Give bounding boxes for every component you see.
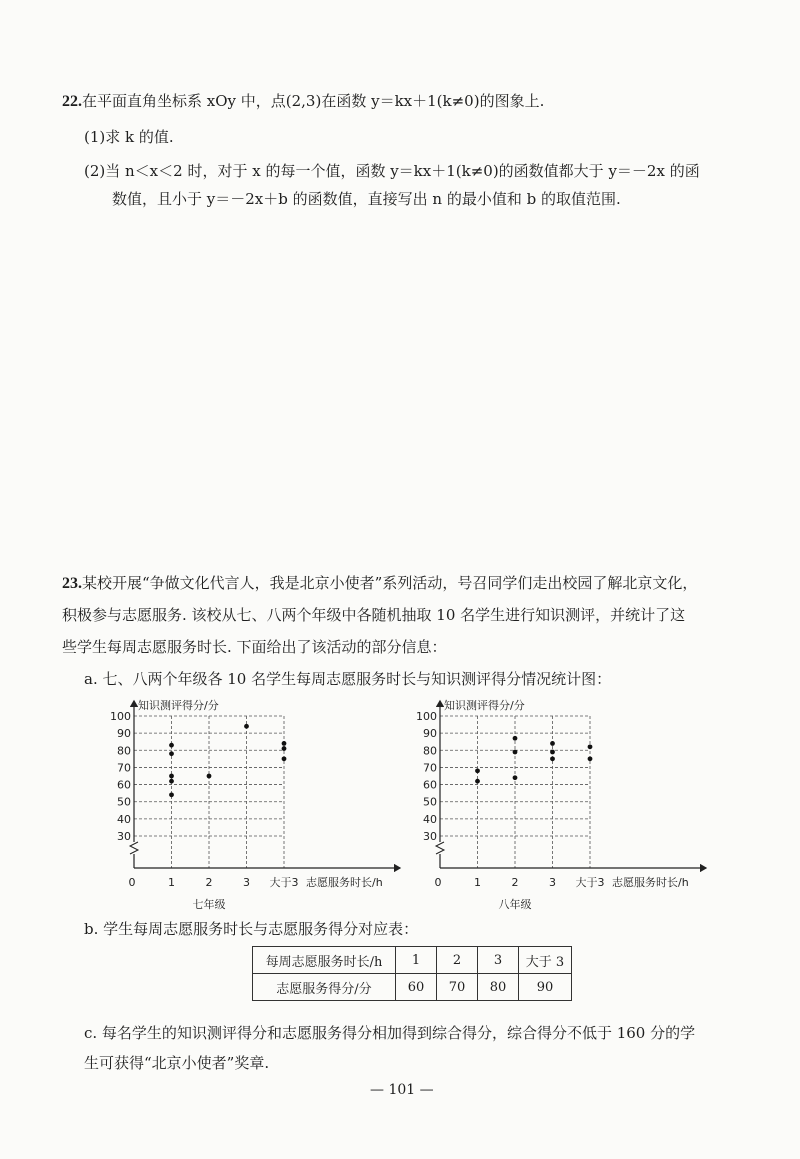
x-tick-label: 0 [434,876,442,889]
x-axis-label: 志愿服务时长/h [612,876,689,889]
q22-part1: (1)求 k 的值. [84,128,174,146]
x-tick-label: 2 [511,876,519,889]
y-tick-label: 40 [423,812,437,826]
data-point [550,750,555,755]
q22-part2-line1: (2)当 n＜x＜2 时，对于 x 的每一个值，函数 y＝kx＋1(k≠0)的函数值都大于 y＝－2x 的函 [84,162,700,180]
x-tick-label: 1 [168,876,175,889]
data-point [169,792,174,797]
data-point [169,751,174,756]
table-cell: 3 [478,947,519,974]
y-tick-label: 60 [423,778,437,792]
y-tick-label: 30 [423,830,437,843]
y-tick-label: 50 [117,795,131,809]
table-row-header [253,947,572,974]
y-tick-label: 40 [117,812,131,826]
table-row-scores [253,974,572,1001]
q22-stem: 在平面直角坐标系 xOy 中，点(2,3)在函数 y＝kx＋1(k≠0)的图象上. [82,92,545,110]
y-axis-label: 知识测评得分/分 [444,699,525,712]
data-point [550,741,555,746]
table-cell: 70 [437,974,478,1001]
data-point [513,750,518,755]
axis-break-icon [130,842,138,854]
q22-number: 22. [62,93,82,110]
table-row-label: 志愿服务得分/分 [253,974,396,1001]
data-point [513,736,518,741]
table-cell: 90 [519,974,572,1001]
x-tick-label: 2 [205,876,213,889]
x-tick-label: 0 [128,876,136,889]
q23-stem-line2: 积极参与志愿服务. 该校从七、八两个年级中各随机抽取 10 名学生进行知识测评，并统计了这 [62,606,686,624]
q23-number: 23. [62,575,82,592]
data-point [588,756,593,761]
table-header-label: 每周志愿服务时长/h [253,947,396,974]
data-point [282,756,287,761]
chart-grade7 [110,698,400,911]
y-tick-label: 100 [416,710,437,723]
y-tick-label: 70 [423,761,437,775]
y-tick-label: 90 [423,727,437,741]
y-tick-label: 90 [117,727,131,741]
data-point [169,774,174,779]
chart-title: 七年级 [192,898,226,911]
y-axis-label: 知识测评得分/分 [138,699,219,712]
data-point [282,746,287,751]
y-tick-label: 80 [117,744,131,758]
y-tick-label: 30 [117,830,131,843]
q23-info-c-line2: 生可获得“北京小使者”奖章. [84,1054,270,1072]
q23-info-a: a. 七、八两个年级各 10 名学生每周志愿服务时长与知识测评得分情况统计图： [84,670,612,688]
data-point [244,724,249,729]
y-tick-label: 70 [117,761,131,775]
x-tick-label: 3 [549,876,556,889]
data-point [282,741,287,746]
q23-stem-line1: 某校开展“争做文化代言人，我是北京小使者”系列活动，号召同学们走出校园了解北京文化， [82,574,698,592]
data-point [207,774,212,779]
q23-info-c-line1: c. 每名学生的知识测评得分和志愿服务得分相加得到综合得分，综合得分不低于 160 分的学 [84,1024,696,1042]
table-cell: 80 [478,974,519,1001]
data-point [588,744,593,749]
data-point [513,775,518,780]
y-tick-label: 60 [117,778,131,792]
axis-break-icon [436,842,444,854]
x-tick-label: 大于3 [575,876,605,889]
data-point [169,743,174,748]
q23-info-b: b. 学生每周志愿服务时长与志愿服务得分对应表： [84,920,419,938]
page-number: — 101 — [370,1082,434,1098]
chart-grade8 [416,698,706,911]
data-point [550,756,555,761]
data-point [475,768,480,773]
table-cell: 2 [437,947,478,974]
table-cell: 60 [396,974,437,1001]
chart-title: 八年级 [498,898,532,911]
data-point [475,779,480,784]
x-tick-label: 3 [243,876,250,889]
x-tick-label: 1 [474,876,481,889]
x-axis-label: 志愿服务时长/h [306,876,383,889]
y-tick-label: 80 [423,744,437,758]
table-cell: 大于 3 [519,947,572,974]
service-score-table [252,946,572,1001]
q23-stem-line3: 些学生每周志愿服务时长. 下面给出了该活动的部分信息： [62,638,447,656]
y-tick-label: 100 [110,710,131,723]
y-tick-label: 50 [423,795,437,809]
table-cell: 1 [396,947,437,974]
x-tick-label: 大于3 [269,876,299,889]
q22-part2-line2: 数值，且小于 y＝－2x＋b 的函数值，直接写出 n 的最小值和 b 的取值范围. [112,190,621,208]
data-point [169,779,174,784]
